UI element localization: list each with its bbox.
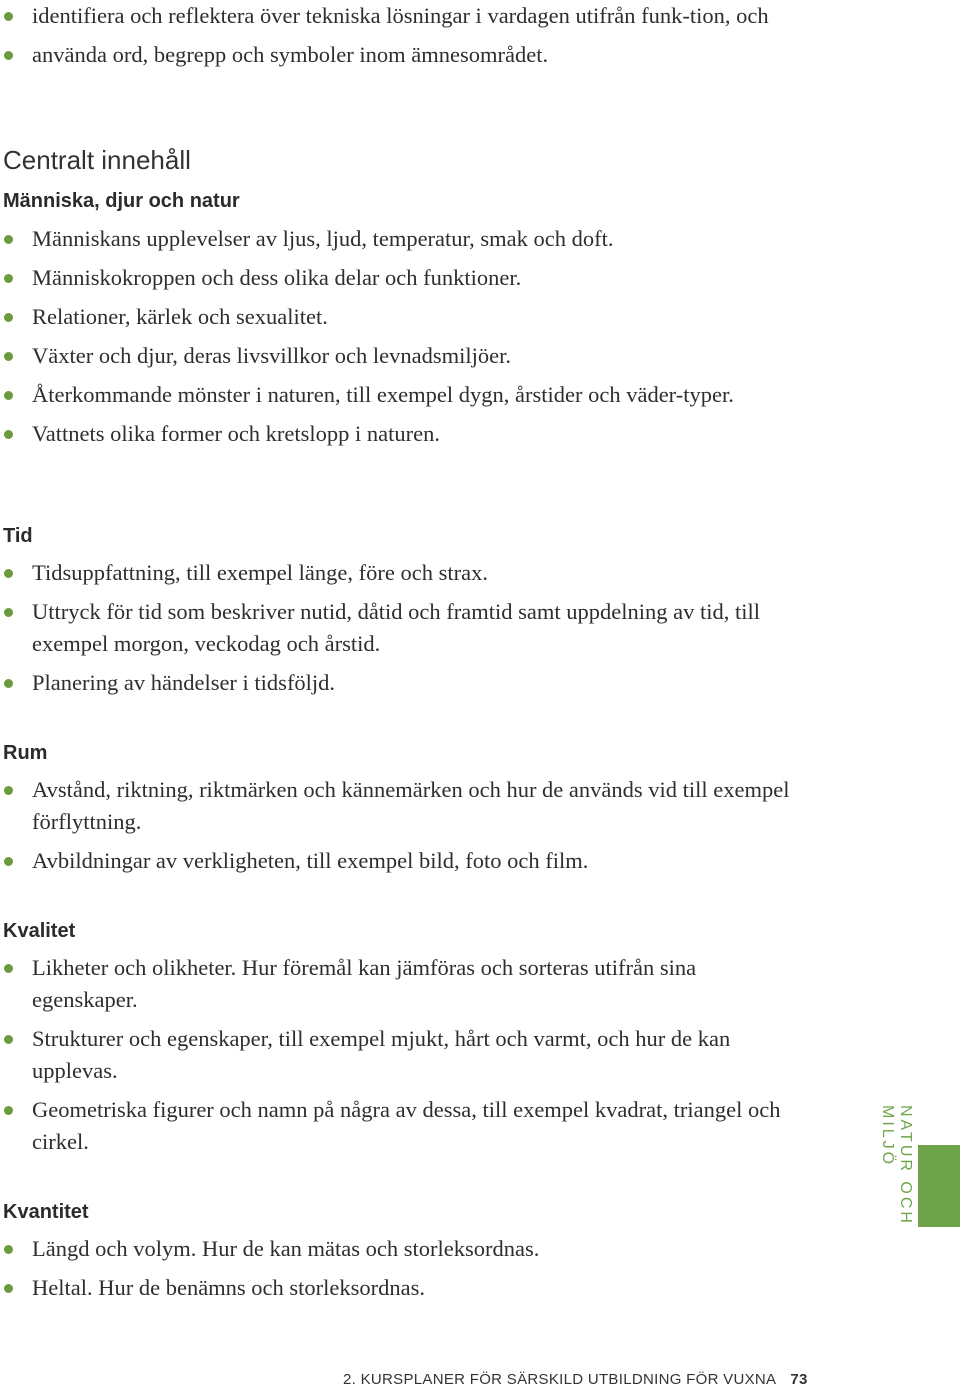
- section-list: [0, 1233, 800, 1311]
- bullet-icon: [4, 964, 13, 973]
- list-item-text: Avstånd, riktning, riktmärken och kännemärken och hur de används vid till exempel förflyttning.: [32, 777, 790, 834]
- bullet-icon: [4, 235, 13, 244]
- list-item-text: identifiera och reflektera över tekniska lösningar i vardagen utifrån funk-tion, och: [32, 3, 769, 28]
- section-title: Rum: [3, 742, 48, 764]
- list-item: [0, 418, 800, 450]
- bullet-icon: [4, 857, 13, 866]
- bullet-icon: [4, 430, 13, 439]
- list-item: [0, 1094, 800, 1158]
- list-item-text: Strukturer och egenskaper, till exempel mjukt, hårt och varmt, och hur de kan upplevas.: [32, 1026, 731, 1083]
- list-item-text: Vattnets olika former och kretslopp i naturen.: [32, 421, 441, 446]
- bullet-icon: [4, 1284, 13, 1293]
- bullet-icon: [4, 679, 13, 688]
- page-footer: [343, 1371, 808, 1388]
- list-item-text: Människans upplevelser av ljus, ljud, temperatur, smak och doft.: [32, 226, 614, 251]
- list-item: [0, 1233, 800, 1265]
- list-item: [0, 1272, 800, 1304]
- list-item-text: Geometriska figurer och namn på några av dessa, till exempel kvadrat, triangel och cirkel.: [32, 1097, 781, 1154]
- list-item: [0, 596, 800, 660]
- list-item-text: Människokroppen och dess olika delar och funktioner.: [32, 265, 522, 290]
- bullet-icon: [4, 1106, 13, 1115]
- section-title: Kvalitet: [3, 920, 76, 942]
- list-item-text: Växter och djur, deras livsvillkor och levnadsmiljöer.: [32, 343, 511, 368]
- list-item-text: Återkommande mönster i naturen, till exempel dygn, årstider och väder-typer.: [32, 382, 734, 407]
- list-item: [0, 379, 800, 411]
- list-item: [0, 952, 800, 1016]
- list-item: [0, 667, 800, 699]
- list-item-text: Planering av händelser i tidsföljd.: [32, 670, 336, 695]
- main-heading: Centralt innehåll: [3, 145, 191, 175]
- section-title: Människa, djur och natur: [3, 190, 240, 212]
- list-item-text: Tidsuppfattning, till exempel länge, före och strax.: [32, 560, 488, 585]
- list-item-text: Heltal. Hur de benämns och storleksordnas.: [32, 1275, 426, 1300]
- list-item: [0, 301, 800, 333]
- list-item: [0, 845, 800, 877]
- list-item: [0, 223, 800, 255]
- bullet-icon: [4, 1245, 13, 1254]
- section-title: Kvantitet: [3, 1201, 89, 1223]
- intro-list: [0, 0, 800, 78]
- section-list: [0, 952, 800, 1165]
- list-item: [0, 262, 800, 294]
- section-list: [0, 774, 800, 884]
- list-item-text: Avbildningar av verkligheten, till exempel bild, foto och film.: [32, 848, 589, 873]
- bullet-icon: [4, 1035, 13, 1044]
- bullet-icon: [4, 12, 13, 21]
- bullet-icon: [4, 569, 13, 578]
- list-item-text: använda ord, begrepp och symboler inom ämnesområdet.: [32, 42, 549, 67]
- list-item: [0, 0, 800, 32]
- list-item: [0, 340, 800, 372]
- bullet-icon: [4, 313, 13, 322]
- bullet-icon: [4, 608, 13, 617]
- list-item: [0, 774, 800, 838]
- side-color-tab: [918, 1145, 960, 1227]
- section-list: [0, 223, 800, 457]
- section-list: [0, 557, 800, 706]
- list-item-text: Relationer, kärlek och sexualitet.: [32, 304, 328, 329]
- list-item: [0, 1023, 800, 1087]
- bullet-icon: [4, 274, 13, 283]
- list-item-text: Uttryck för tid som beskriver nutid, dåtid och framtid samt uppdelning av tid, till exempel morgon, veckodag och årstid.: [32, 599, 760, 656]
- list-item: [0, 557, 800, 589]
- footer-chapter: 2. KURSPLANER FÖR SÄRSKILD UTBILDNING FÖR VUXNA: [343, 1371, 777, 1388]
- side-section-label: NATUR OCH MILJÖ: [879, 1105, 914, 1226]
- bullet-icon: [4, 786, 13, 795]
- list-item: [0, 39, 800, 71]
- list-item-text: Likheter och olikheter. Hur föremål kan jämföras och sorteras utifrån sina egenskaper.: [32, 955, 697, 1012]
- page-number: 73: [790, 1371, 808, 1388]
- list-item-text: Längd och volym. Hur de kan mätas och storleksordnas.: [32, 1236, 540, 1261]
- bullet-icon: [4, 352, 13, 361]
- section-title: Tid: [3, 525, 33, 547]
- bullet-icon: [4, 51, 13, 60]
- bullet-icon: [4, 391, 13, 400]
